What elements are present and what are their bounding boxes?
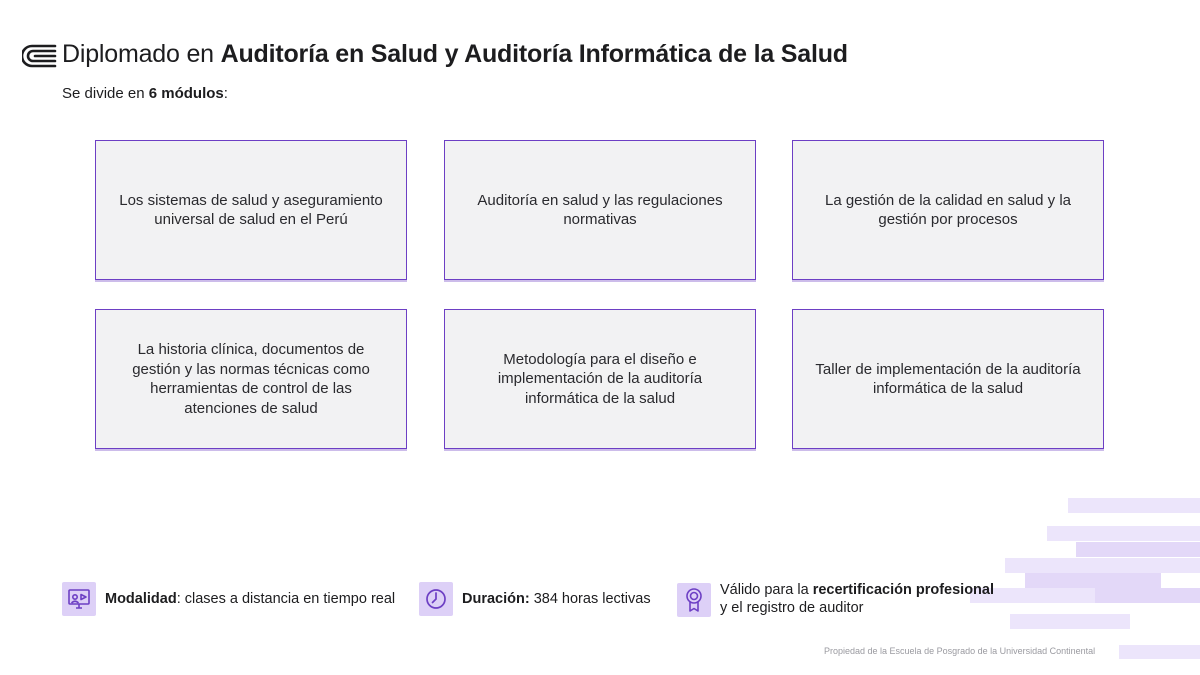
module-card-3 — [792, 140, 1104, 280]
module-card-4 — [95, 309, 407, 449]
modality-value: : clases a distancia en tiempo real — [176, 591, 396, 607]
module-text: Auditoría en salud y las regulaciones normativas — [477, 191, 723, 228]
modules-intro — [62, 85, 228, 102]
validity-bold: recertificación profesional — [812, 582, 995, 598]
module-card-2 — [444, 140, 756, 280]
module-text: La gestión de la calidad en salud y la gestión por procesos — [824, 191, 1071, 228]
duration-text — [462, 591, 651, 607]
module-text: Taller de implementación de la auditoría informática de la salud — [815, 360, 1081, 397]
video-screen-icon — [62, 582, 96, 616]
validity-text — [720, 581, 994, 617]
duration-value: 384 horas lectivas — [529, 591, 651, 607]
validity-line2: y el registro de auditor — [720, 600, 864, 616]
modality-text — [105, 591, 395, 607]
footer-copyright: Propiedad de la Escuela de Posgrado de la Universidad Continental — [824, 646, 1096, 656]
validity-prefix: Válido para la — [720, 582, 813, 598]
module-card-1 — [95, 140, 407, 280]
modality-label: Modalidad — [105, 591, 177, 607]
module-card-5 — [444, 309, 756, 449]
book-logo-icon — [22, 42, 58, 70]
subtitle-count: 6 módulos — [148, 85, 224, 102]
award-badge-icon — [677, 583, 711, 617]
validity-info — [677, 583, 994, 617]
duration-label: Duración: — [462, 591, 530, 607]
modules-grid — [95, 140, 1106, 451]
title-prefix: Diplomado en — [62, 40, 221, 68]
subtitle-suffix: : — [223, 85, 228, 102]
page-title — [62, 40, 848, 69]
module-card-6 — [792, 309, 1104, 449]
duration-info — [419, 582, 651, 616]
module-text: Metodología para el diseño e implementación de la auditoría informática de la salud — [497, 350, 703, 407]
modality-info — [62, 582, 395, 616]
subtitle-prefix: Se divide en — [62, 85, 149, 102]
module-text: La historia clínica, documentos de gestión y las normas técnicas como herramientas de control de las atenciones de salud — [132, 341, 370, 417]
module-text: Los sistemas de salud y aseguramiento universal de salud en el Perú — [119, 191, 383, 228]
clock-icon — [419, 582, 453, 616]
title-program: Auditoría en Salud y Auditoría Informática de la Salud — [220, 40, 848, 68]
